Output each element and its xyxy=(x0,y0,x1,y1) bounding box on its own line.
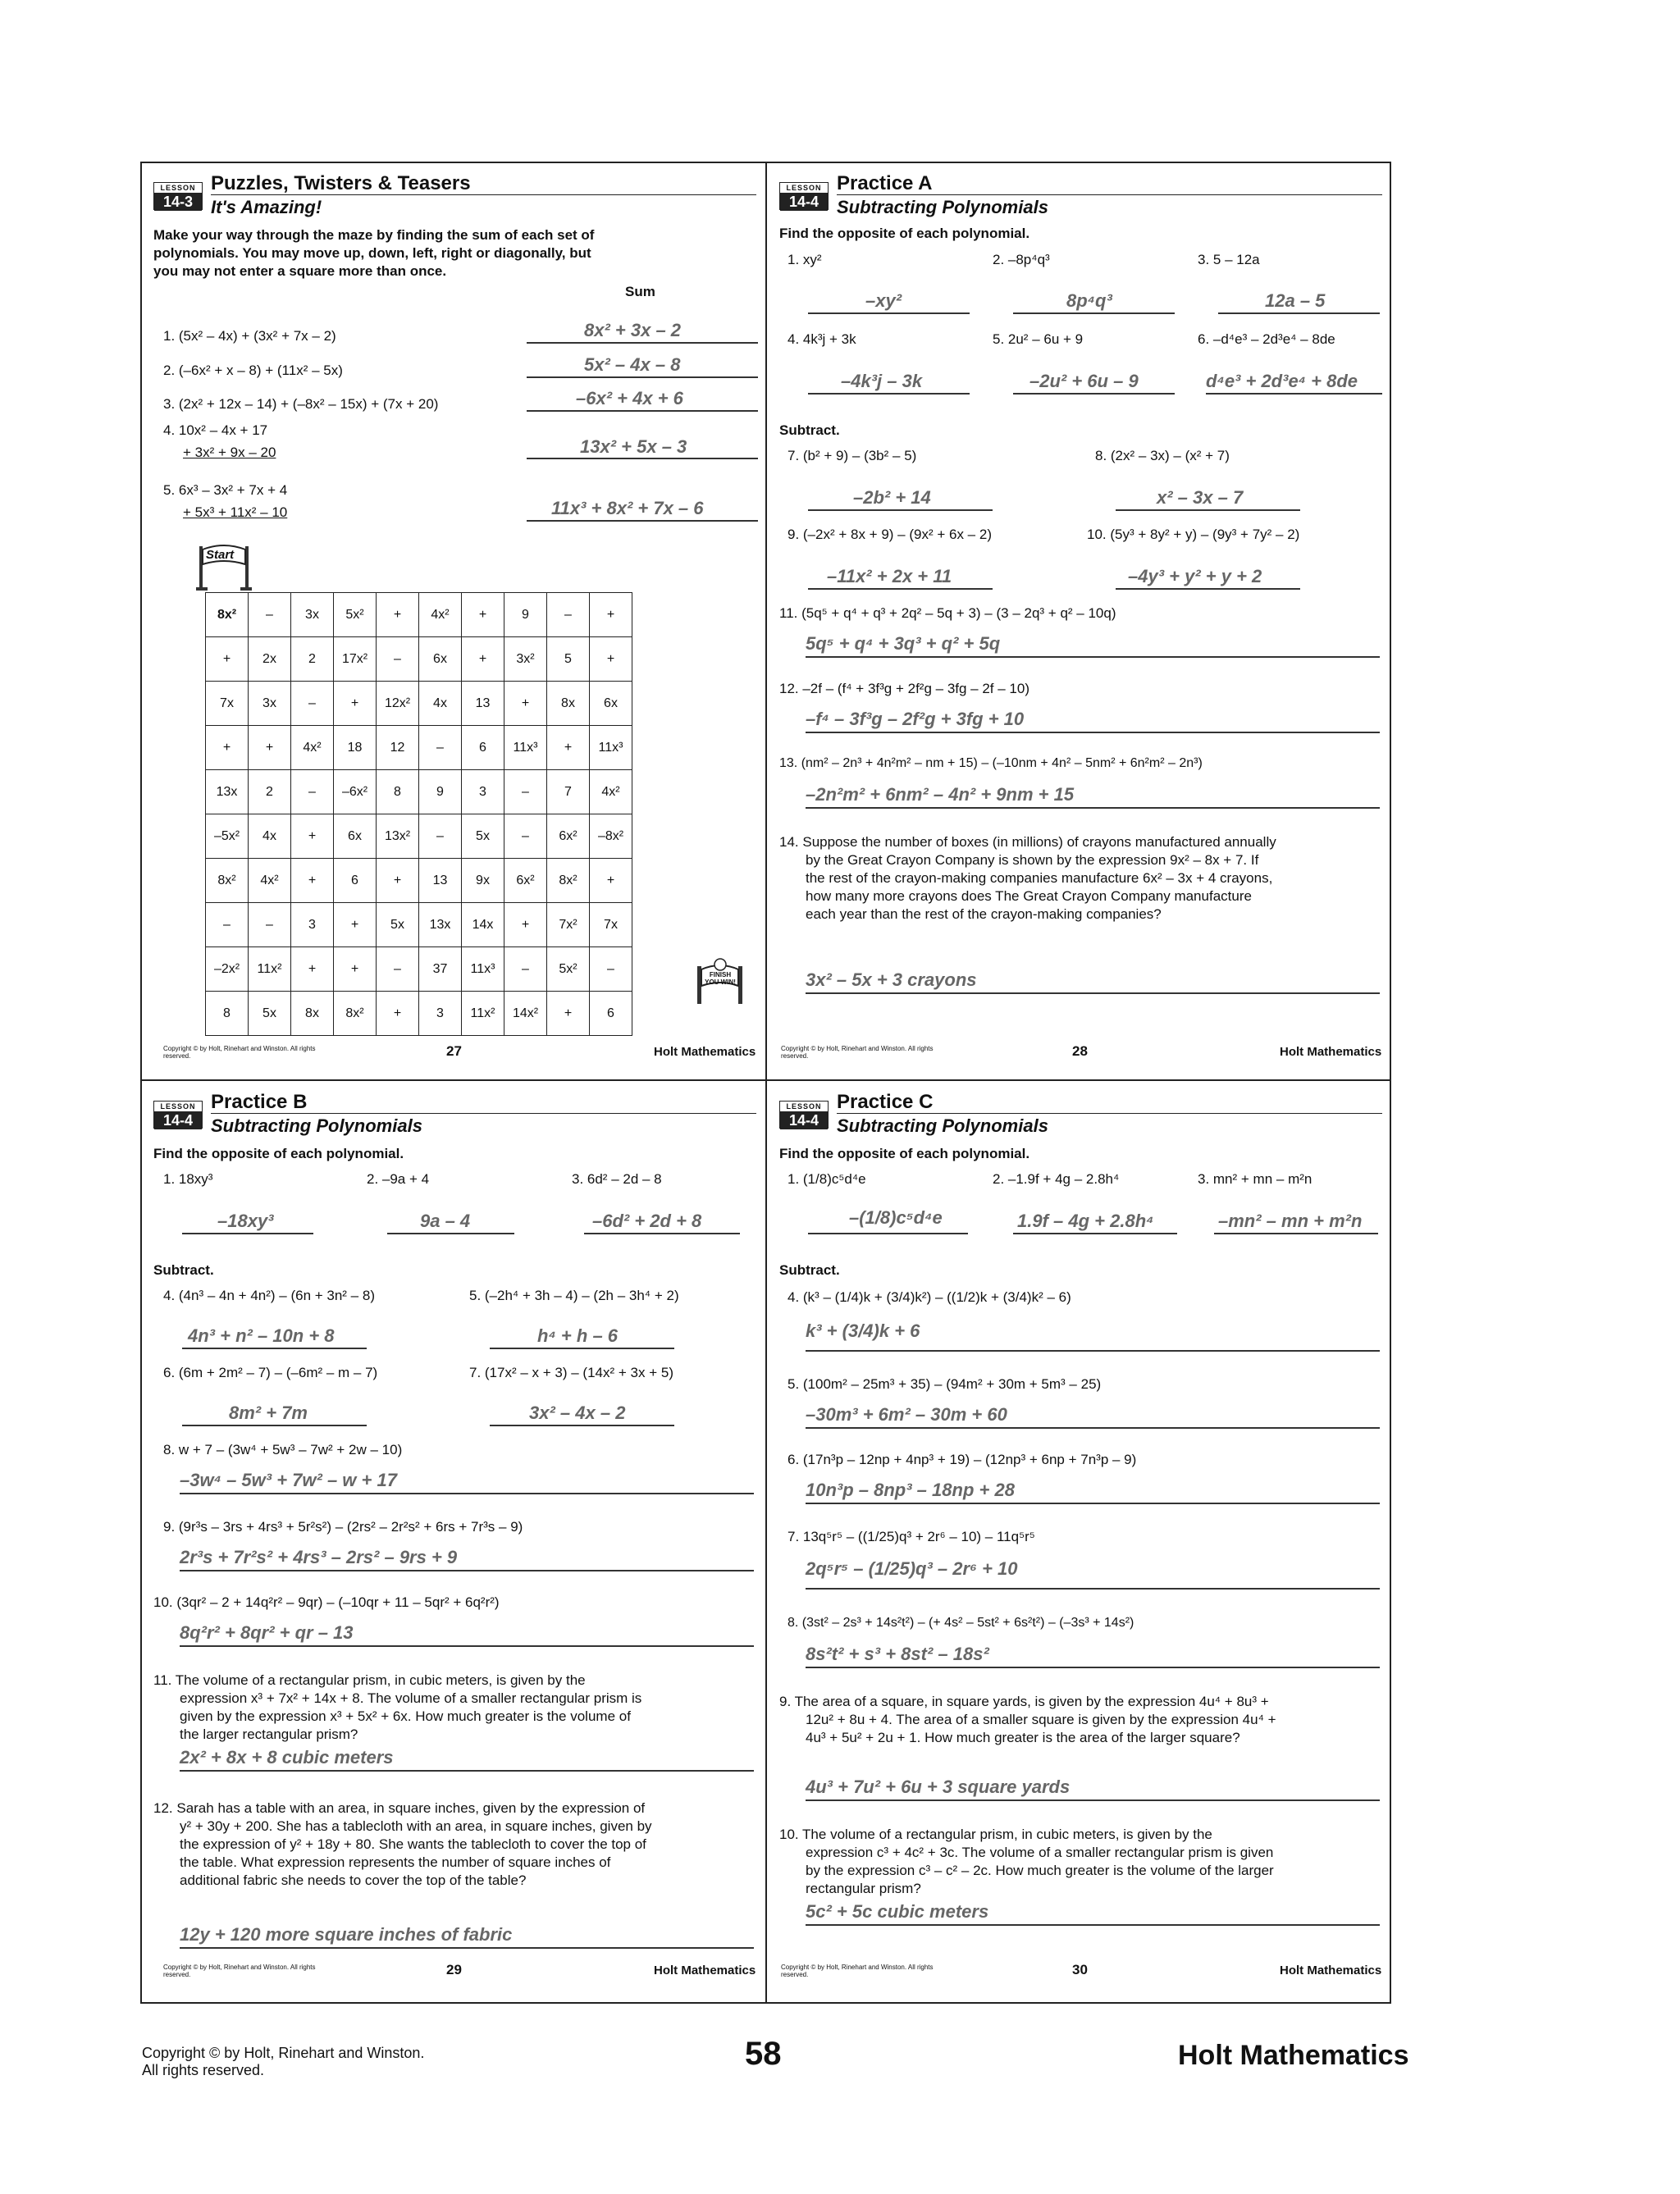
maze-cell: 5 xyxy=(547,637,590,682)
panel-brand: Holt Mathematics xyxy=(1280,1964,1382,1977)
answer-line xyxy=(1013,312,1175,314)
panel-brand: Holt Mathematics xyxy=(1280,1045,1382,1059)
problem-2: 2. –9a + 4 xyxy=(367,1171,430,1187)
answer-line xyxy=(806,1924,1380,1926)
maze-cell: 13x xyxy=(419,903,462,947)
answer-7: 3x² – 4x – 2 xyxy=(529,1403,626,1423)
problem-10: 10. (5y³ + 8y² + y) – (9y³ + 7y² – 2) xyxy=(1087,527,1300,542)
start-label: Start xyxy=(206,548,235,562)
maze-grid xyxy=(205,592,632,1036)
maze-row xyxy=(206,770,632,814)
answer-3: –6x² + 4x + 6 xyxy=(576,388,683,408)
maze-cell: 6x² xyxy=(547,814,590,859)
problem-8: 8. w + 7 – (3w⁴ + 5w³ – 7w² + 2w – 10) xyxy=(163,1442,403,1457)
maze-cell: 8x xyxy=(547,682,590,726)
maze-cell: 4x² xyxy=(249,859,291,903)
answer-line xyxy=(1013,393,1175,395)
maze-cell: 8x² xyxy=(206,593,249,637)
problem-3: 3. 5 – 12a xyxy=(1198,252,1260,267)
page-number: 58 xyxy=(745,2036,782,2072)
answer-4: –4k³j – 3k xyxy=(841,371,923,391)
maze-row xyxy=(206,992,632,1036)
maze-cell: 2x xyxy=(249,637,291,682)
answer-line xyxy=(806,1588,1380,1590)
maze-cell: 13x xyxy=(206,770,249,814)
maze-cell: 6 xyxy=(334,859,377,903)
panel-subtitle: Subtracting Polynomials xyxy=(837,1115,1048,1136)
problem-14: 14. Suppose the number of boxes (in millions) of crayons manufactured annually by the Great Crayon Company is shown by the expression 9x² – 8x + 7. If the rest of the crayon-making companies manufacture 6x² – 3x + 4 crayons, how many more crayons does The Great Crayon Company manufacture each year than the rest of the crayon-making companies? xyxy=(779,834,1276,922)
copyright-line-2: All rights reserved. xyxy=(142,2062,265,2078)
answer-line xyxy=(182,1348,367,1349)
answer-4: k³ + (3/4)k + 6 xyxy=(806,1321,920,1341)
answer-9: –11x² + 2x + 11 xyxy=(827,566,952,586)
maze-cell: –6x² xyxy=(334,770,377,814)
finish-label: FINISH YOU WIN! xyxy=(705,971,736,986)
answer-line xyxy=(180,1947,754,1949)
panel-copyright: Copyright © by Holt, Rinehart and Winston. All rights reserved. xyxy=(163,1964,316,1978)
answer-1: –xy² xyxy=(865,290,902,311)
maze-cell: 6x xyxy=(419,637,462,682)
maze-row xyxy=(206,726,632,770)
maze-cell: – xyxy=(291,682,334,726)
answer-2: 8p⁴q³ xyxy=(1066,290,1112,311)
maze-cell: + xyxy=(291,947,334,992)
lesson-number: 14-3 xyxy=(154,193,202,211)
maze-cell: 11x² xyxy=(462,992,504,1036)
sum-label: Sum xyxy=(625,284,655,299)
answer-5: –30m³ + 6m² – 30m + 60 xyxy=(806,1404,1007,1425)
answer-line xyxy=(808,1233,968,1234)
answer-line xyxy=(527,410,758,412)
answer-line xyxy=(527,376,758,378)
answer-13: –2n²m² + 6nm² – 4n² + 9nm + 15 xyxy=(806,784,1075,805)
panel-subtitle: It's Amazing! xyxy=(211,197,322,217)
panel-page-number: 29 xyxy=(446,1962,462,1977)
maze-cell: 4x² xyxy=(590,770,632,814)
maze-cell: 11x³ xyxy=(504,726,547,770)
maze-cell: + xyxy=(334,947,377,992)
problem-4-addend: + 3x² + 9x – 20 xyxy=(183,445,276,460)
answer-3: –6d² + 2d + 8 xyxy=(592,1211,702,1231)
maze-cell: 2 xyxy=(249,770,291,814)
maze-cell: 6x xyxy=(590,682,632,726)
maze-cell: + xyxy=(590,593,632,637)
lesson-word: LESSON xyxy=(160,1102,196,1111)
answer-line xyxy=(806,1427,1380,1429)
problem-11: 11. (5q⁵ + q⁴ + q³ + 2q² – 5q + 3) – (3 – 2q³ + q² – 10q) xyxy=(779,605,1116,621)
panel-title: Practice C xyxy=(837,1091,934,1113)
panel-practice-b xyxy=(153,1091,760,2008)
maze-cell: + xyxy=(377,859,419,903)
answer-4: 4n³ + n² – 10n + 8 xyxy=(188,1325,335,1346)
maze-cell: + xyxy=(590,859,632,903)
maze-cell: 3 xyxy=(291,903,334,947)
answer-10: 8q²r² + 8qr² + qr – 13 xyxy=(180,1622,354,1643)
problem-5: 5. (–2h⁴ + 3h – 4) – (2h – 3h⁴ + 2) xyxy=(469,1288,679,1303)
panel-copyright: Copyright © by Holt, Rinehart and Winston. All rights reserved. xyxy=(781,1045,934,1060)
problem-7: 7. 13q⁵r⁵ – ((1/25)q³ + 2r⁶ – 10) – 11q⁵r⁵ xyxy=(788,1529,1035,1544)
panel-copyright: Copyright © by Holt, Rinehart and Winston. All rights reserved. xyxy=(163,1045,316,1060)
lesson-header xyxy=(779,172,1382,217)
answer-line xyxy=(806,1350,1380,1352)
maze-cell: 13x² xyxy=(377,814,419,859)
maze-cell: + xyxy=(462,637,504,682)
problem-4: 4. 4k³j + 3k xyxy=(788,331,856,347)
maze-cell: 14x² xyxy=(504,992,547,1036)
answer-line xyxy=(490,1425,674,1426)
panel-page-number: 27 xyxy=(446,1043,462,1059)
answer-line xyxy=(808,393,970,395)
answer-2: 9a – 4 xyxy=(420,1211,471,1231)
answer-11: 2x² + 8x + 8 cubic meters xyxy=(180,1747,394,1768)
title-rule xyxy=(837,1113,1382,1114)
maze-cell: + xyxy=(504,682,547,726)
maze-cell: 3x xyxy=(291,593,334,637)
maze-cell: –2x² xyxy=(206,947,249,992)
problem-13: 13. (nm² – 2n³ + 4n²m² – nm + 15) – (–10nm + 4n² – 5nm² + 6n²m² – 2n³) xyxy=(779,756,1203,770)
answer-line xyxy=(1116,509,1300,511)
answer-6: d⁴e³ + 2d³e⁴ + 8de xyxy=(1206,371,1358,391)
maze-cell: + xyxy=(377,992,419,1036)
maze-cell: 2 xyxy=(291,637,334,682)
problem-7: 7. (17x² – x + 3) – (14x² + 3x + 5) xyxy=(469,1365,673,1380)
maze-cell: + xyxy=(291,814,334,859)
maze-cell: 8x² xyxy=(206,859,249,903)
maze-cell: 3 xyxy=(462,770,504,814)
answer-line xyxy=(806,1667,1380,1668)
maze-cell: 12 xyxy=(377,726,419,770)
subtract-heading: Subtract. xyxy=(779,422,840,438)
maze-cell: 3x xyxy=(249,682,291,726)
answer-12: 12y + 120 more square inches of fabric xyxy=(180,1924,513,1945)
maze-cell: 7x xyxy=(206,682,249,726)
panel-title: Puzzles, Twisters & Teasers xyxy=(211,172,471,194)
maze-cell: + xyxy=(504,903,547,947)
maze-cell: 6 xyxy=(590,992,632,1036)
maze-row xyxy=(206,593,632,637)
maze-cell: 4x xyxy=(419,682,462,726)
maze-cell: 12x² xyxy=(377,682,419,726)
maze-cell: + xyxy=(249,726,291,770)
answer-8: x² – 3x – 7 xyxy=(1157,487,1244,508)
maze-cell: 5x xyxy=(249,992,291,1036)
lesson-word: LESSON xyxy=(160,184,196,192)
maze-row xyxy=(206,947,632,992)
lesson-badge xyxy=(779,1101,829,1129)
problem-4: 4. 10x² – 4x + 17 xyxy=(163,422,268,438)
maze-cell: 14x xyxy=(462,903,504,947)
answer-line xyxy=(182,1233,313,1234)
answer-line xyxy=(806,732,1380,733)
problem-3: 3. 6d² – 2d – 8 xyxy=(572,1171,662,1187)
problem-9: 9. (–2x² + 8x + 9) – (9x² + 6x – 2) xyxy=(788,527,992,542)
maze-cell: 9 xyxy=(419,770,462,814)
maze-cell: 4x² xyxy=(419,593,462,637)
problem-5: 5. (100m² – 25m³ + 35) – (94m² + 30m + 5m³ – 25) xyxy=(788,1376,1102,1392)
copyright-line-1: Copyright © by Holt, Rinehart and Winston. xyxy=(142,2045,425,2061)
vertical-divider xyxy=(765,162,767,2004)
maze-cell: – xyxy=(377,947,419,992)
answer-line xyxy=(806,656,1380,658)
answer-line xyxy=(490,1348,674,1349)
maze-cell: 5x² xyxy=(334,593,377,637)
answer-12: –f⁴ – 3f³g – 2f²g + 3fg + 10 xyxy=(806,709,1025,729)
answer-5: h⁴ + h – 6 xyxy=(537,1325,619,1346)
problem-8: 8. (2x² – 3x) – (x² + 7) xyxy=(1095,448,1230,463)
maze-cell: 11x³ xyxy=(462,947,504,992)
maze-cell: + xyxy=(291,859,334,903)
answer-7: 2q⁵r⁵ – (1/25)q³ – 2r⁶ + 10 xyxy=(806,1558,1018,1579)
maze-cell: 5x xyxy=(462,814,504,859)
maze-cell: 11x³ xyxy=(590,726,632,770)
lesson-badge xyxy=(153,1101,203,1129)
maze-cell: – xyxy=(504,947,547,992)
answer-line xyxy=(806,1799,1380,1801)
maze-cell: 5x² xyxy=(547,947,590,992)
maze-cell: 4x xyxy=(249,814,291,859)
panel-copyright: Copyright © by Holt, Rinehart and Winston. All rights reserved. xyxy=(781,1964,934,1978)
problem-8: 8. (3st² – 2s³ + 14s²t²) – (+ 4s² – 5st² + 6s²t²) – (–3s³ + 14s²) xyxy=(788,1616,1134,1630)
answer-3: –mn² – mn + m²n xyxy=(1218,1211,1363,1231)
answer-line xyxy=(527,342,758,344)
maze-row xyxy=(206,859,632,903)
maze-cell: 7 xyxy=(547,770,590,814)
maze-cell: 4x² xyxy=(291,726,334,770)
maze-cell: + xyxy=(206,637,249,682)
maze-cell: –8x² xyxy=(590,814,632,859)
panel-subtitle: Subtracting Polynomials xyxy=(837,197,1048,217)
problem-6: 6. –d⁴e³ – 2d³e⁴ – 8de xyxy=(1198,331,1335,347)
answer-1: 8x² + 3x – 2 xyxy=(584,320,682,340)
panel-puzzles xyxy=(153,172,760,1089)
lesson-number: 14-4 xyxy=(154,1111,202,1129)
maze-cell: 8 xyxy=(206,992,249,1036)
answer-line xyxy=(806,992,1380,994)
answer-6: 10n³p – 8np³ – 18np + 28 xyxy=(806,1480,1015,1500)
maze-cell: 9 xyxy=(504,593,547,637)
maze-cell: 13 xyxy=(462,682,504,726)
maze-cell: 8x² xyxy=(547,859,590,903)
answer-line xyxy=(806,807,1380,809)
answer-2: 5x² – 4x – 8 xyxy=(584,354,681,375)
maze-cell: 3 xyxy=(419,992,462,1036)
problem-6: 6. (6m + 2m² – 7) – (–6m² – m – 7) xyxy=(163,1365,378,1380)
answer-1: –18xy³ xyxy=(217,1211,274,1231)
maze-row xyxy=(206,903,632,947)
page-brand: Holt Mathematics xyxy=(1178,2040,1409,2071)
maze-cell: 5x xyxy=(377,903,419,947)
maze-cell: + xyxy=(547,726,590,770)
problem-4: 4. (4n³ – 4n + 4n²) – (6n + 3n² – 8) xyxy=(163,1288,375,1303)
answer-6: 8m² + 7m xyxy=(229,1403,308,1423)
maze-cell: – xyxy=(419,726,462,770)
problem-10: 10. (3qr² – 2 + 14q²r² – 9qr) – (–10qr + 11 – 5qr² + 6q²r²) xyxy=(153,1594,500,1610)
maze-cell: + xyxy=(590,637,632,682)
answer-line xyxy=(1206,393,1382,395)
answer-7: –2b² + 14 xyxy=(853,487,931,508)
maze-cell: 6x xyxy=(334,814,377,859)
lesson-badge xyxy=(153,182,203,210)
answer-5: 11x³ + 8x² + 7x – 6 xyxy=(551,498,704,518)
answer-line xyxy=(182,1425,367,1426)
problem-1: 1. (1/8)c⁵d⁴e xyxy=(788,1171,866,1187)
problem-11: 11. The volume of a rectangular prism, in cubic meters, is given by the expression x³ + 7x² + 14x + 8. The volume of a smaller rectangular prism is given by the expression x³ + 5x² + 6x. How much greater is the volume of the larger rectangular prism? xyxy=(153,1672,642,1742)
subtract-heading: Subtract. xyxy=(779,1262,840,1278)
problem-5: 5. 2u² – 6u + 9 xyxy=(993,331,1084,347)
instructions: Find the opposite of each polynomial. xyxy=(153,1146,404,1161)
maze-cell: 37 xyxy=(419,947,462,992)
maze-cell: + xyxy=(377,593,419,637)
problem-2: 2. –1.9f + 4g – 2.8h⁴ xyxy=(993,1171,1120,1187)
maze-cell: + xyxy=(334,682,377,726)
maze-cell: – xyxy=(504,770,547,814)
lesson-header xyxy=(153,1091,756,1136)
problem-9: 9. (9r³s – 3rs + 4rs³ + 5r²s²) – (2rs² – 2r²s² + 6rs + 7r³s – 9) xyxy=(163,1519,523,1535)
finish-sign xyxy=(691,958,750,1006)
answer-line xyxy=(808,509,993,511)
maze-cell: – xyxy=(419,814,462,859)
maze-cell: 9x xyxy=(462,859,504,903)
answer-9: 2r³s + 7r²s² + 4rs³ – 2rs² – 9rs + 9 xyxy=(180,1547,458,1567)
problem-9: 9. The area of a square, in square yards, is given by the expression 4u⁴ + 8u³ + 12u² + 8u + 4. The area of a smaller square is given by the expression 4u⁴ + 4u³ + 5u² + 2u + 1. How much greater is the area of the larger square? xyxy=(779,1694,1276,1745)
panel-practice-c xyxy=(779,1091,1386,2008)
answer-14: 3x² – 5x + 3 crayons xyxy=(806,969,977,990)
maze-cell: – xyxy=(547,593,590,637)
problem-5-addend: + 5x³ + 11x² – 10 xyxy=(183,504,288,520)
panel-page-number: 30 xyxy=(1072,1962,1088,1977)
maze-cell: 8x xyxy=(291,992,334,1036)
instructions: Make your way through the maze by finding the sum of each set of polynomials. You may move up, down, left, right or diagonally, but you may not enter a square more than once. xyxy=(153,227,595,279)
problem-12: 12. Sarah has a table with an area, in square inches, given by the expression of y² + 30y + 200. She has a tablecloth with an area, in square inches, given by the expression of y² + 18y + 80. She wants the tablecloth to cover the top of the table. What expression represents the number of square inches of additional fabric she needs to cover the top of the table? xyxy=(153,1800,652,1888)
problem-12: 12. –2f – (f⁴ + 3f³g + 2f²g – 3fg – 2f – 10) xyxy=(779,681,1029,696)
instructions: Find the opposite of each polynomial. xyxy=(779,226,1030,241)
answer-line xyxy=(1214,1233,1378,1234)
panel-page-number: 28 xyxy=(1072,1043,1088,1059)
answer-line xyxy=(180,1645,754,1647)
maze-cell: 6x² xyxy=(504,859,547,903)
problem-2: 2. –8p⁴q³ xyxy=(993,252,1050,267)
maze-row xyxy=(206,814,632,859)
instructions: Find the opposite of each polynomial. xyxy=(779,1146,1030,1161)
answer-3: 12a – 5 xyxy=(1265,290,1326,311)
maze-cell: – xyxy=(249,593,291,637)
panel-title: Practice B xyxy=(211,1091,308,1113)
problem-7: 7. (b² + 9) – (3b² – 5) xyxy=(788,448,917,463)
maze-cell: 8x² xyxy=(334,992,377,1036)
maze-cell: – xyxy=(377,637,419,682)
answer-10: –4y³ + y² + y + 2 xyxy=(1128,566,1262,586)
maze-cell: + xyxy=(462,593,504,637)
panel-title: Practice A xyxy=(837,172,933,194)
maze-cell: 7x xyxy=(590,903,632,947)
maze-cell: –5x² xyxy=(206,814,249,859)
title-rule xyxy=(211,1113,756,1114)
title-rule xyxy=(837,194,1382,195)
answer-4: 13x² + 5x – 3 xyxy=(580,436,687,457)
answer-line xyxy=(1013,1233,1177,1234)
maze-cell: 13 xyxy=(419,859,462,903)
lesson-number: 14-4 xyxy=(780,193,828,211)
problem-1: 1. (5x² – 4x) + (3x² + 7x – 2) xyxy=(163,328,336,344)
problem-3: 3. (2x² + 12x – 14) + (–8x² – 15x) + (7x + 20) xyxy=(163,396,439,412)
maze-cell: 8 xyxy=(377,770,419,814)
maze-row xyxy=(206,637,632,682)
maze-cell: 11x² xyxy=(249,947,291,992)
problem-2: 2. (–6x² + x – 8) + (11x² – 5x) xyxy=(163,363,343,378)
page-copyright xyxy=(142,2045,424,2079)
maze-cell: 6 xyxy=(462,726,504,770)
panel-practice-a xyxy=(779,172,1386,1089)
maze-cell: + xyxy=(206,726,249,770)
maze-cell: 17x² xyxy=(334,637,377,682)
problem-4: 4. (k³ – (1/4)k + (3/4)k²) – ((1/2)k + (3/4)k² – 6) xyxy=(788,1289,1071,1305)
problem-5: 5. 6x³ – 3x² + 7x + 4 xyxy=(163,482,288,498)
answer-line xyxy=(1218,312,1380,314)
answer-9: 4u³ + 7u² + 6u + 3 square yards xyxy=(806,1777,1071,1797)
maze-cell: 7x² xyxy=(547,903,590,947)
answer-line xyxy=(808,588,993,590)
lesson-badge xyxy=(779,182,829,210)
maze-row xyxy=(206,682,632,726)
answer-10: 5c² + 5c cubic meters xyxy=(806,1901,989,1922)
problem-3: 3. mn² + mn – m²n xyxy=(1198,1171,1312,1187)
panel-subtitle: Subtracting Polynomials xyxy=(211,1115,422,1136)
start-sign xyxy=(194,543,257,591)
problem-10: 10. The volume of a rectangular prism, in cubic meters, is given by the expression c³ + 4c² + 3c. The volume of a smaller rectangular prism is given by the expression c³ – c² – 2c. How much greater is the volume of the larger rectangular prism? xyxy=(779,1827,1274,1896)
maze-cell: 18 xyxy=(334,726,377,770)
title-rule xyxy=(211,194,756,195)
lesson-word: LESSON xyxy=(786,184,822,192)
answer-line xyxy=(180,1770,754,1772)
lesson-word: LESSON xyxy=(786,1102,822,1111)
answer-line xyxy=(806,1503,1380,1504)
answer-2: 1.9f – 4g + 2.8h⁴ xyxy=(1017,1211,1154,1231)
answer-1: –(1/8)c⁵d⁴e xyxy=(849,1207,943,1228)
answer-line xyxy=(584,1233,740,1234)
maze-cell: – xyxy=(291,770,334,814)
answer-line xyxy=(387,1233,514,1234)
answer-8: –3w⁴ – 5w³ + 7w² – w + 17 xyxy=(180,1470,397,1490)
problem-6: 6. (17n³p – 12np + 4np³ + 19) – (12np³ + 6np + 7n³p – 9) xyxy=(788,1452,1137,1467)
lesson-header xyxy=(779,1091,1382,1136)
panel-brand: Holt Mathematics xyxy=(654,1964,756,1977)
answer-11: 5q⁵ + q⁴ + 3q³ + q² + 5q xyxy=(806,633,1001,654)
maze-cell: 3x² xyxy=(504,637,547,682)
answer-line xyxy=(180,1570,754,1571)
answer-line xyxy=(180,1493,754,1494)
maze-cell: – xyxy=(504,814,547,859)
answer-5: –2u² + 6u – 9 xyxy=(1029,371,1139,391)
subtract-heading: Subtract. xyxy=(153,1262,214,1278)
panel-brand: Holt Mathematics xyxy=(654,1045,756,1059)
problem-1: 1. xy² xyxy=(788,252,822,267)
lesson-header xyxy=(153,172,756,217)
answer-line xyxy=(1116,588,1300,590)
answer-line xyxy=(527,458,758,459)
answer-line xyxy=(808,312,970,314)
maze-cell: – xyxy=(249,903,291,947)
answer-line xyxy=(527,520,758,522)
maze-cell: – xyxy=(590,947,632,992)
maze-cell: + xyxy=(547,992,590,1036)
answer-8: 8s²t² + s³ + 8st² – 18s² xyxy=(806,1644,989,1664)
lesson-number: 14-4 xyxy=(780,1111,828,1129)
problem-1: 1. 18xy³ xyxy=(163,1171,213,1187)
maze-cell: + xyxy=(334,903,377,947)
maze-cell: – xyxy=(206,903,249,947)
